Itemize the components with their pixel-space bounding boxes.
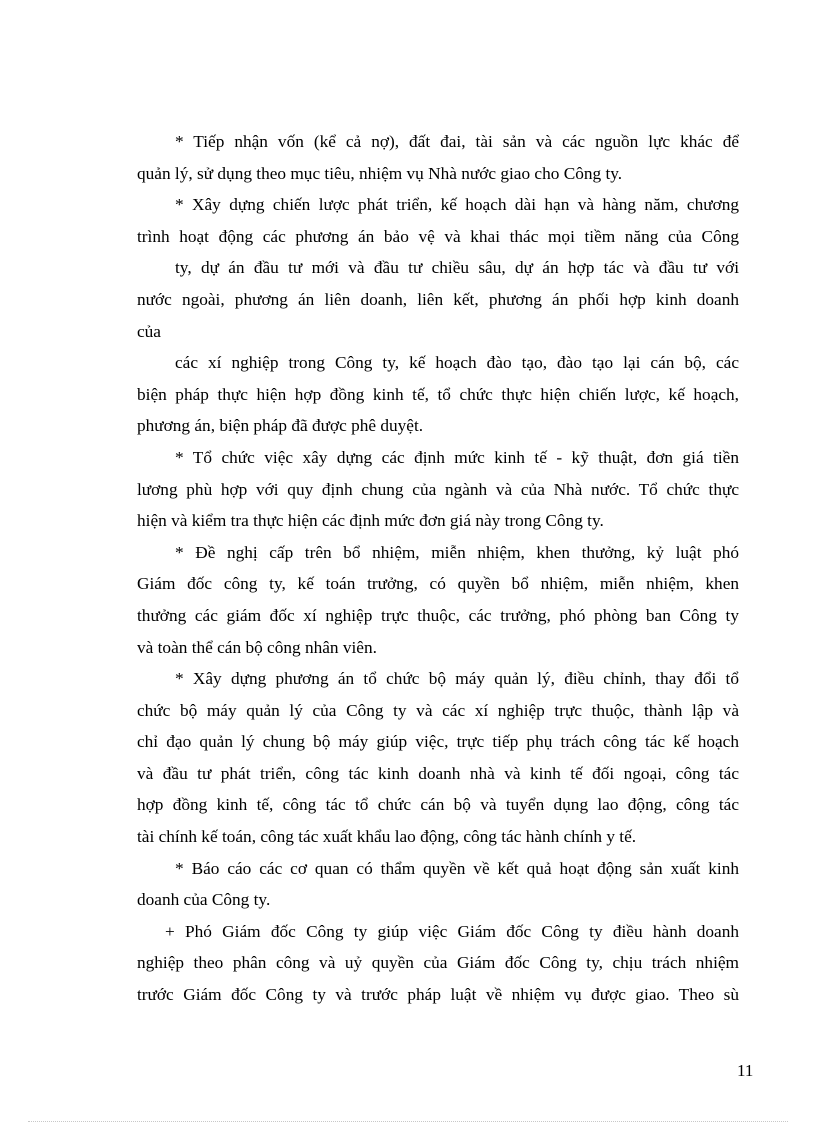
page-bottom-divider [28,1121,788,1122]
text-line: hợp đồng kinh tế, công tác tổ chức cán bộ và tuyển dụng lao động, công tác [137,795,739,815]
text-line: và đầu tư phát triển, công tác kinh doanh nhà và kinh tế đối ngoại, công tác [137,763,739,783]
body-text [137,126,739,1011]
text-line: * Đề nghị cấp trên bổ nhiệm, miễn nhiệm, khen thưởng, kỷ luật phó [175,542,739,562]
text-line: * Báo cáo các cơ quan có thẩm quyền về kết quả hoạt động sản xuất kinh [175,858,739,878]
text-line: * Xây dựng phương án tổ chức bộ máy quản lý, điều chỉnh, thay đổi tổ [175,669,739,689]
text-line: ty, dự án đầu tư mới và đầu tư chiều sâu, dự án hợp tác và đầu tư với [175,258,739,278]
text-line: biện pháp thực hiện hợp đồng kinh tế, tổ chức thực hiện chiến lược, kế hoạch, [137,384,739,404]
text-line: * Xây dựng chiến lược phát triển, kế hoạch dài hạn và hàng năm, chương [175,195,739,215]
text-line: quản lý, sử dụng theo mục tiêu, nhiệm vụ Nhà nước giao cho Công ty. [137,163,623,183]
text-line: hiện và kiểm tra thực hiện các định mức đơn giá này trong Công ty. [137,511,604,531]
text-line: lương phù hợp với quy định chung của ngành và của Nhà nước. Tổ chức thực [137,479,739,499]
text-line: và toàn thể cán bộ công nhân viên. [137,637,377,657]
text-line: nghiệp theo phân công và uỷ quyền của Giám đốc Công ty, chịu trách nhiệm [137,953,739,973]
text-line: phương án, biện pháp đã được phê duyệt. [137,416,424,436]
text-line: chức bộ máy quản lý của Công ty và các xí nghiệp trực thuộc, thành lập và [137,700,739,720]
text-line: thưởng các giám đốc xí nghiệp trực thuộc, các trưởng, phó phòng ban Công ty [137,605,739,625]
text-line: chỉ đạo quản lý chung bộ máy giúp việc, trực tiếp phụ trách công tác kế hoạch [137,732,739,752]
text-line: của [137,321,161,341]
text-line: + Phó Giám đốc Công ty giúp việc Giám đốc Công ty điều hành doanh [165,921,739,941]
text-line: Giám đốc công ty, kế toán trưởng, có quyền bổ nhiệm, miễn nhiệm, khen [137,574,739,594]
text-line: * Tiếp nhận vốn (kể cả nợ), đất đai, tài sản và các nguồn lực khác để [175,132,739,151]
text-line: doanh của Công ty. [137,890,271,910]
text-line: tài chính kế toán, công tác xuất khẩu lao động, công tác hành chính y tế. [137,827,637,847]
text-line: * Tổ chức việc xây dựng các định mức kinh tế - kỹ thuật, đơn giá tiền [175,447,739,467]
page-number: 11 [737,1061,754,1080]
text-line: các xí nghiệp trong Công ty, kế hoạch đào tạo, đào tạo lại cán bộ, các [175,353,739,373]
text-line: trước Giám đốc Công ty và trước pháp luật về nhiệm vụ được giao. Theo sù [137,985,739,1005]
text-line: nước ngoài, phương án liên doanh, liên kết, phương án phối hợp kinh doanh [137,289,739,309]
text-line: trình hoạt động các phương án bảo vệ và khai thác mọi tiềm năng của Công [137,226,739,246]
